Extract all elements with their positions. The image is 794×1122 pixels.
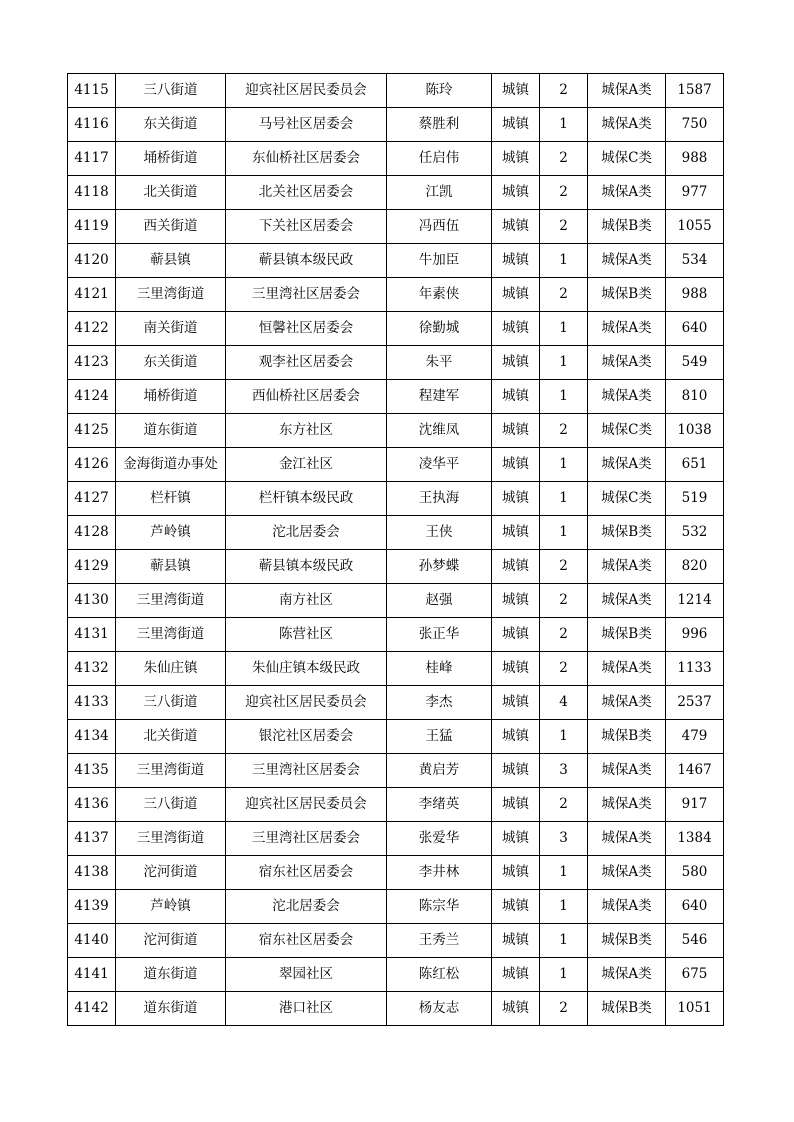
table-row [68,108,724,142]
area-cell: 城镇 [492,516,540,550]
amount-cell: 640 [666,890,724,924]
name-cell: 任启伟 [387,142,492,176]
amount-cell: 1051 [666,992,724,1026]
category-cell: 城保B类 [588,720,666,754]
table-row [68,74,724,108]
street-cell: 沱河街道 [116,856,226,890]
category-cell: 城保B类 [588,516,666,550]
count-cell: 4 [540,686,588,720]
category-cell: 城保A类 [588,176,666,210]
name-cell: 朱平 [387,346,492,380]
community-cell: 南方社区 [226,584,387,618]
row-id-cell: 4141 [68,958,116,992]
name-cell: 牛加臣 [387,244,492,278]
count-cell: 2 [540,652,588,686]
table-row [68,754,724,788]
table-row [68,584,724,618]
area-cell: 城镇 [492,346,540,380]
community-cell: 蕲县镇本级民政 [226,550,387,584]
row-id-cell: 4126 [68,448,116,482]
area-cell: 城镇 [492,958,540,992]
row-id-cell: 4137 [68,822,116,856]
category-cell: 城保B类 [588,992,666,1026]
name-cell: 孙梦蝶 [387,550,492,584]
table-row [68,720,724,754]
street-cell: 三八街道 [116,74,226,108]
name-cell: 王猛 [387,720,492,754]
street-cell: 东关街道 [116,346,226,380]
name-cell: 桂峰 [387,652,492,686]
amount-cell: 820 [666,550,724,584]
row-id-cell: 4132 [68,652,116,686]
name-cell: 王侠 [387,516,492,550]
count-cell: 1 [540,346,588,380]
count-cell: 2 [540,414,588,448]
table-row [68,992,724,1026]
row-id-cell: 4129 [68,550,116,584]
name-cell: 年素侠 [387,278,492,312]
street-cell: 蕲县镇 [116,244,226,278]
row-id-cell: 4119 [68,210,116,244]
table-row [68,278,724,312]
name-cell: 王秀兰 [387,924,492,958]
count-cell: 2 [540,74,588,108]
row-id-cell: 4118 [68,176,116,210]
category-cell: 城保A类 [588,890,666,924]
community-cell: 蕲县镇本级民政 [226,244,387,278]
amount-cell: 988 [666,142,724,176]
category-cell: 城保B类 [588,618,666,652]
community-cell: 东方社区 [226,414,387,448]
amount-cell: 1214 [666,584,724,618]
street-cell: 北关街道 [116,720,226,754]
street-cell: 道东街道 [116,414,226,448]
amount-cell: 1133 [666,652,724,686]
table-row [68,210,724,244]
name-cell: 李绪英 [387,788,492,822]
count-cell: 1 [540,720,588,754]
table-row [68,482,724,516]
community-cell: 翠园社区 [226,958,387,992]
community-cell: 银沱社区居委会 [226,720,387,754]
row-id-cell: 4135 [68,754,116,788]
row-id-cell: 4139 [68,890,116,924]
name-cell: 陈红松 [387,958,492,992]
count-cell: 2 [540,142,588,176]
community-cell: 三里湾社区居委会 [226,278,387,312]
table-row [68,380,724,414]
table-row [68,550,724,584]
name-cell: 徐勤城 [387,312,492,346]
community-cell: 金江社区 [226,448,387,482]
category-cell: 城保C类 [588,142,666,176]
amount-cell: 532 [666,516,724,550]
row-id-cell: 4120 [68,244,116,278]
amount-cell: 2537 [666,686,724,720]
street-cell: 金海街道办事处 [116,448,226,482]
amount-cell: 580 [666,856,724,890]
table-row [68,414,724,448]
table-row [68,958,724,992]
category-cell: 城保A类 [588,346,666,380]
area-cell: 城镇 [492,108,540,142]
amount-cell: 546 [666,924,724,958]
area-cell: 城镇 [492,720,540,754]
community-cell: 陈营社区 [226,618,387,652]
amount-cell: 977 [666,176,724,210]
count-cell: 1 [540,856,588,890]
row-id-cell: 4124 [68,380,116,414]
category-cell: 城保A类 [588,652,666,686]
area-cell: 城镇 [492,924,540,958]
name-cell: 张爱华 [387,822,492,856]
count-cell: 2 [540,550,588,584]
street-cell: 南关街道 [116,312,226,346]
category-cell: 城保A类 [588,550,666,584]
street-cell: 三八街道 [116,788,226,822]
amount-cell: 675 [666,958,724,992]
table-row [68,890,724,924]
area-cell: 城镇 [492,754,540,788]
community-cell: 西仙桥社区居委会 [226,380,387,414]
amount-cell: 549 [666,346,724,380]
area-cell: 城镇 [492,856,540,890]
area-cell: 城镇 [492,482,540,516]
street-cell: 东关街道 [116,108,226,142]
street-cell: 蕲县镇 [116,550,226,584]
count-cell: 1 [540,890,588,924]
community-cell: 迎宾社区居民委员会 [226,788,387,822]
street-cell: 沱河街道 [116,924,226,958]
street-cell: 三里湾街道 [116,754,226,788]
amount-cell: 651 [666,448,724,482]
area-cell: 城镇 [492,822,540,856]
row-id-cell: 4140 [68,924,116,958]
name-cell: 凌华平 [387,448,492,482]
count-cell: 1 [540,516,588,550]
community-cell: 港口社区 [226,992,387,1026]
amount-cell: 1587 [666,74,724,108]
category-cell: 城保A类 [588,686,666,720]
amount-cell: 917 [666,788,724,822]
row-id-cell: 4127 [68,482,116,516]
amount-cell: 534 [666,244,724,278]
community-cell: 栏杆镇本级民政 [226,482,387,516]
name-cell: 程建军 [387,380,492,414]
community-cell: 宿东社区居委会 [226,856,387,890]
count-cell: 1 [540,448,588,482]
street-cell: 道东街道 [116,992,226,1026]
row-id-cell: 4125 [68,414,116,448]
table-body [68,74,724,1026]
area-cell: 城镇 [492,788,540,822]
count-cell: 3 [540,822,588,856]
area-cell: 城镇 [492,176,540,210]
street-cell: 芦岭镇 [116,890,226,924]
table-row [68,244,724,278]
area-cell: 城镇 [492,686,540,720]
row-id-cell: 4121 [68,278,116,312]
street-cell: 埇桥街道 [116,142,226,176]
street-cell: 朱仙庄镇 [116,652,226,686]
amount-cell: 810 [666,380,724,414]
amount-cell: 519 [666,482,724,516]
area-cell: 城镇 [492,652,540,686]
community-cell: 三里湾社区居委会 [226,822,387,856]
count-cell: 2 [540,788,588,822]
count-cell: 1 [540,958,588,992]
street-cell: 芦岭镇 [116,516,226,550]
area-cell: 城镇 [492,244,540,278]
community-cell: 沱北居委会 [226,890,387,924]
category-cell: 城保B类 [588,210,666,244]
area-cell: 城镇 [492,618,540,652]
name-cell: 江凯 [387,176,492,210]
table-row [68,788,724,822]
category-cell: 城保A类 [588,856,666,890]
row-id-cell: 4134 [68,720,116,754]
street-cell: 埇桥街道 [116,380,226,414]
name-cell: 黄启芳 [387,754,492,788]
street-cell: 三里湾街道 [116,822,226,856]
roster-table [67,73,724,1026]
category-cell: 城保A类 [588,108,666,142]
amount-cell: 988 [666,278,724,312]
table-row [68,176,724,210]
name-cell: 陈宗华 [387,890,492,924]
community-cell: 朱仙庄镇本级民政 [226,652,387,686]
category-cell: 城保A类 [588,788,666,822]
amount-cell: 1467 [666,754,724,788]
amount-cell: 640 [666,312,724,346]
table-row [68,652,724,686]
row-id-cell: 4128 [68,516,116,550]
table-row [68,924,724,958]
row-id-cell: 4130 [68,584,116,618]
count-cell: 1 [540,380,588,414]
category-cell: 城保A类 [588,380,666,414]
row-id-cell: 4116 [68,108,116,142]
name-cell: 沈维凤 [387,414,492,448]
category-cell: 城保A类 [588,754,666,788]
name-cell: 张正华 [387,618,492,652]
community-cell: 东仙桥社区居委会 [226,142,387,176]
name-cell: 赵强 [387,584,492,618]
community-cell: 观李社区居委会 [226,346,387,380]
row-id-cell: 4136 [68,788,116,822]
count-cell: 1 [540,924,588,958]
name-cell: 李杰 [387,686,492,720]
count-cell: 2 [540,210,588,244]
area-cell: 城镇 [492,414,540,448]
community-cell: 沱北居委会 [226,516,387,550]
category-cell: 城保A类 [588,448,666,482]
area-cell: 城镇 [492,312,540,346]
row-id-cell: 4115 [68,74,116,108]
amount-cell: 996 [666,618,724,652]
count-cell: 1 [540,244,588,278]
table-row [68,312,724,346]
count-cell: 2 [540,176,588,210]
table-row [68,822,724,856]
name-cell: 冯西伍 [387,210,492,244]
count-cell: 2 [540,618,588,652]
count-cell: 1 [540,312,588,346]
category-cell: 城保A类 [588,822,666,856]
street-cell: 三里湾街道 [116,278,226,312]
category-cell: 城保C类 [588,414,666,448]
row-id-cell: 4138 [68,856,116,890]
name-cell: 蔡胜利 [387,108,492,142]
community-cell: 三里湾社区居委会 [226,754,387,788]
count-cell: 2 [540,992,588,1026]
count-cell: 1 [540,482,588,516]
area-cell: 城镇 [492,550,540,584]
table-row [68,346,724,380]
table-row [68,618,724,652]
table-row [68,516,724,550]
amount-cell: 1055 [666,210,724,244]
row-id-cell: 4123 [68,346,116,380]
row-id-cell: 4142 [68,992,116,1026]
category-cell: 城保B类 [588,278,666,312]
table-row [68,142,724,176]
street-cell: 西关街道 [116,210,226,244]
street-cell: 三里湾街道 [116,584,226,618]
name-cell: 李井林 [387,856,492,890]
area-cell: 城镇 [492,380,540,414]
count-cell: 1 [540,108,588,142]
community-cell: 迎宾社区居民委员会 [226,686,387,720]
name-cell: 杨友志 [387,992,492,1026]
table-row [68,856,724,890]
area-cell: 城镇 [492,584,540,618]
category-cell: 城保C类 [588,482,666,516]
community-cell: 宿东社区居委会 [226,924,387,958]
category-cell: 城保A类 [588,312,666,346]
community-cell: 马号社区居委会 [226,108,387,142]
community-cell: 下关社区居委会 [226,210,387,244]
amount-cell: 750 [666,108,724,142]
category-cell: 城保A类 [588,584,666,618]
area-cell: 城镇 [492,448,540,482]
count-cell: 3 [540,754,588,788]
street-cell: 北关街道 [116,176,226,210]
count-cell: 2 [540,584,588,618]
street-cell: 三八街道 [116,686,226,720]
row-id-cell: 4131 [68,618,116,652]
name-cell: 陈玲 [387,74,492,108]
street-cell: 栏杆镇 [116,482,226,516]
area-cell: 城镇 [492,74,540,108]
area-cell: 城镇 [492,210,540,244]
community-cell: 北关社区居委会 [226,176,387,210]
category-cell: 城保A类 [588,958,666,992]
row-id-cell: 4117 [68,142,116,176]
area-cell: 城镇 [492,890,540,924]
community-cell: 恒馨社区居委会 [226,312,387,346]
count-cell: 2 [540,278,588,312]
area-cell: 城镇 [492,992,540,1026]
table-row [68,686,724,720]
name-cell: 王执海 [387,482,492,516]
community-cell: 迎宾社区居民委员会 [226,74,387,108]
category-cell: 城保B类 [588,924,666,958]
table-row [68,448,724,482]
row-id-cell: 4122 [68,312,116,346]
area-cell: 城镇 [492,278,540,312]
category-cell: 城保A类 [588,244,666,278]
street-cell: 道东街道 [116,958,226,992]
amount-cell: 479 [666,720,724,754]
row-id-cell: 4133 [68,686,116,720]
street-cell: 三里湾街道 [116,618,226,652]
amount-cell: 1384 [666,822,724,856]
amount-cell: 1038 [666,414,724,448]
category-cell: 城保A类 [588,74,666,108]
area-cell: 城镇 [492,142,540,176]
